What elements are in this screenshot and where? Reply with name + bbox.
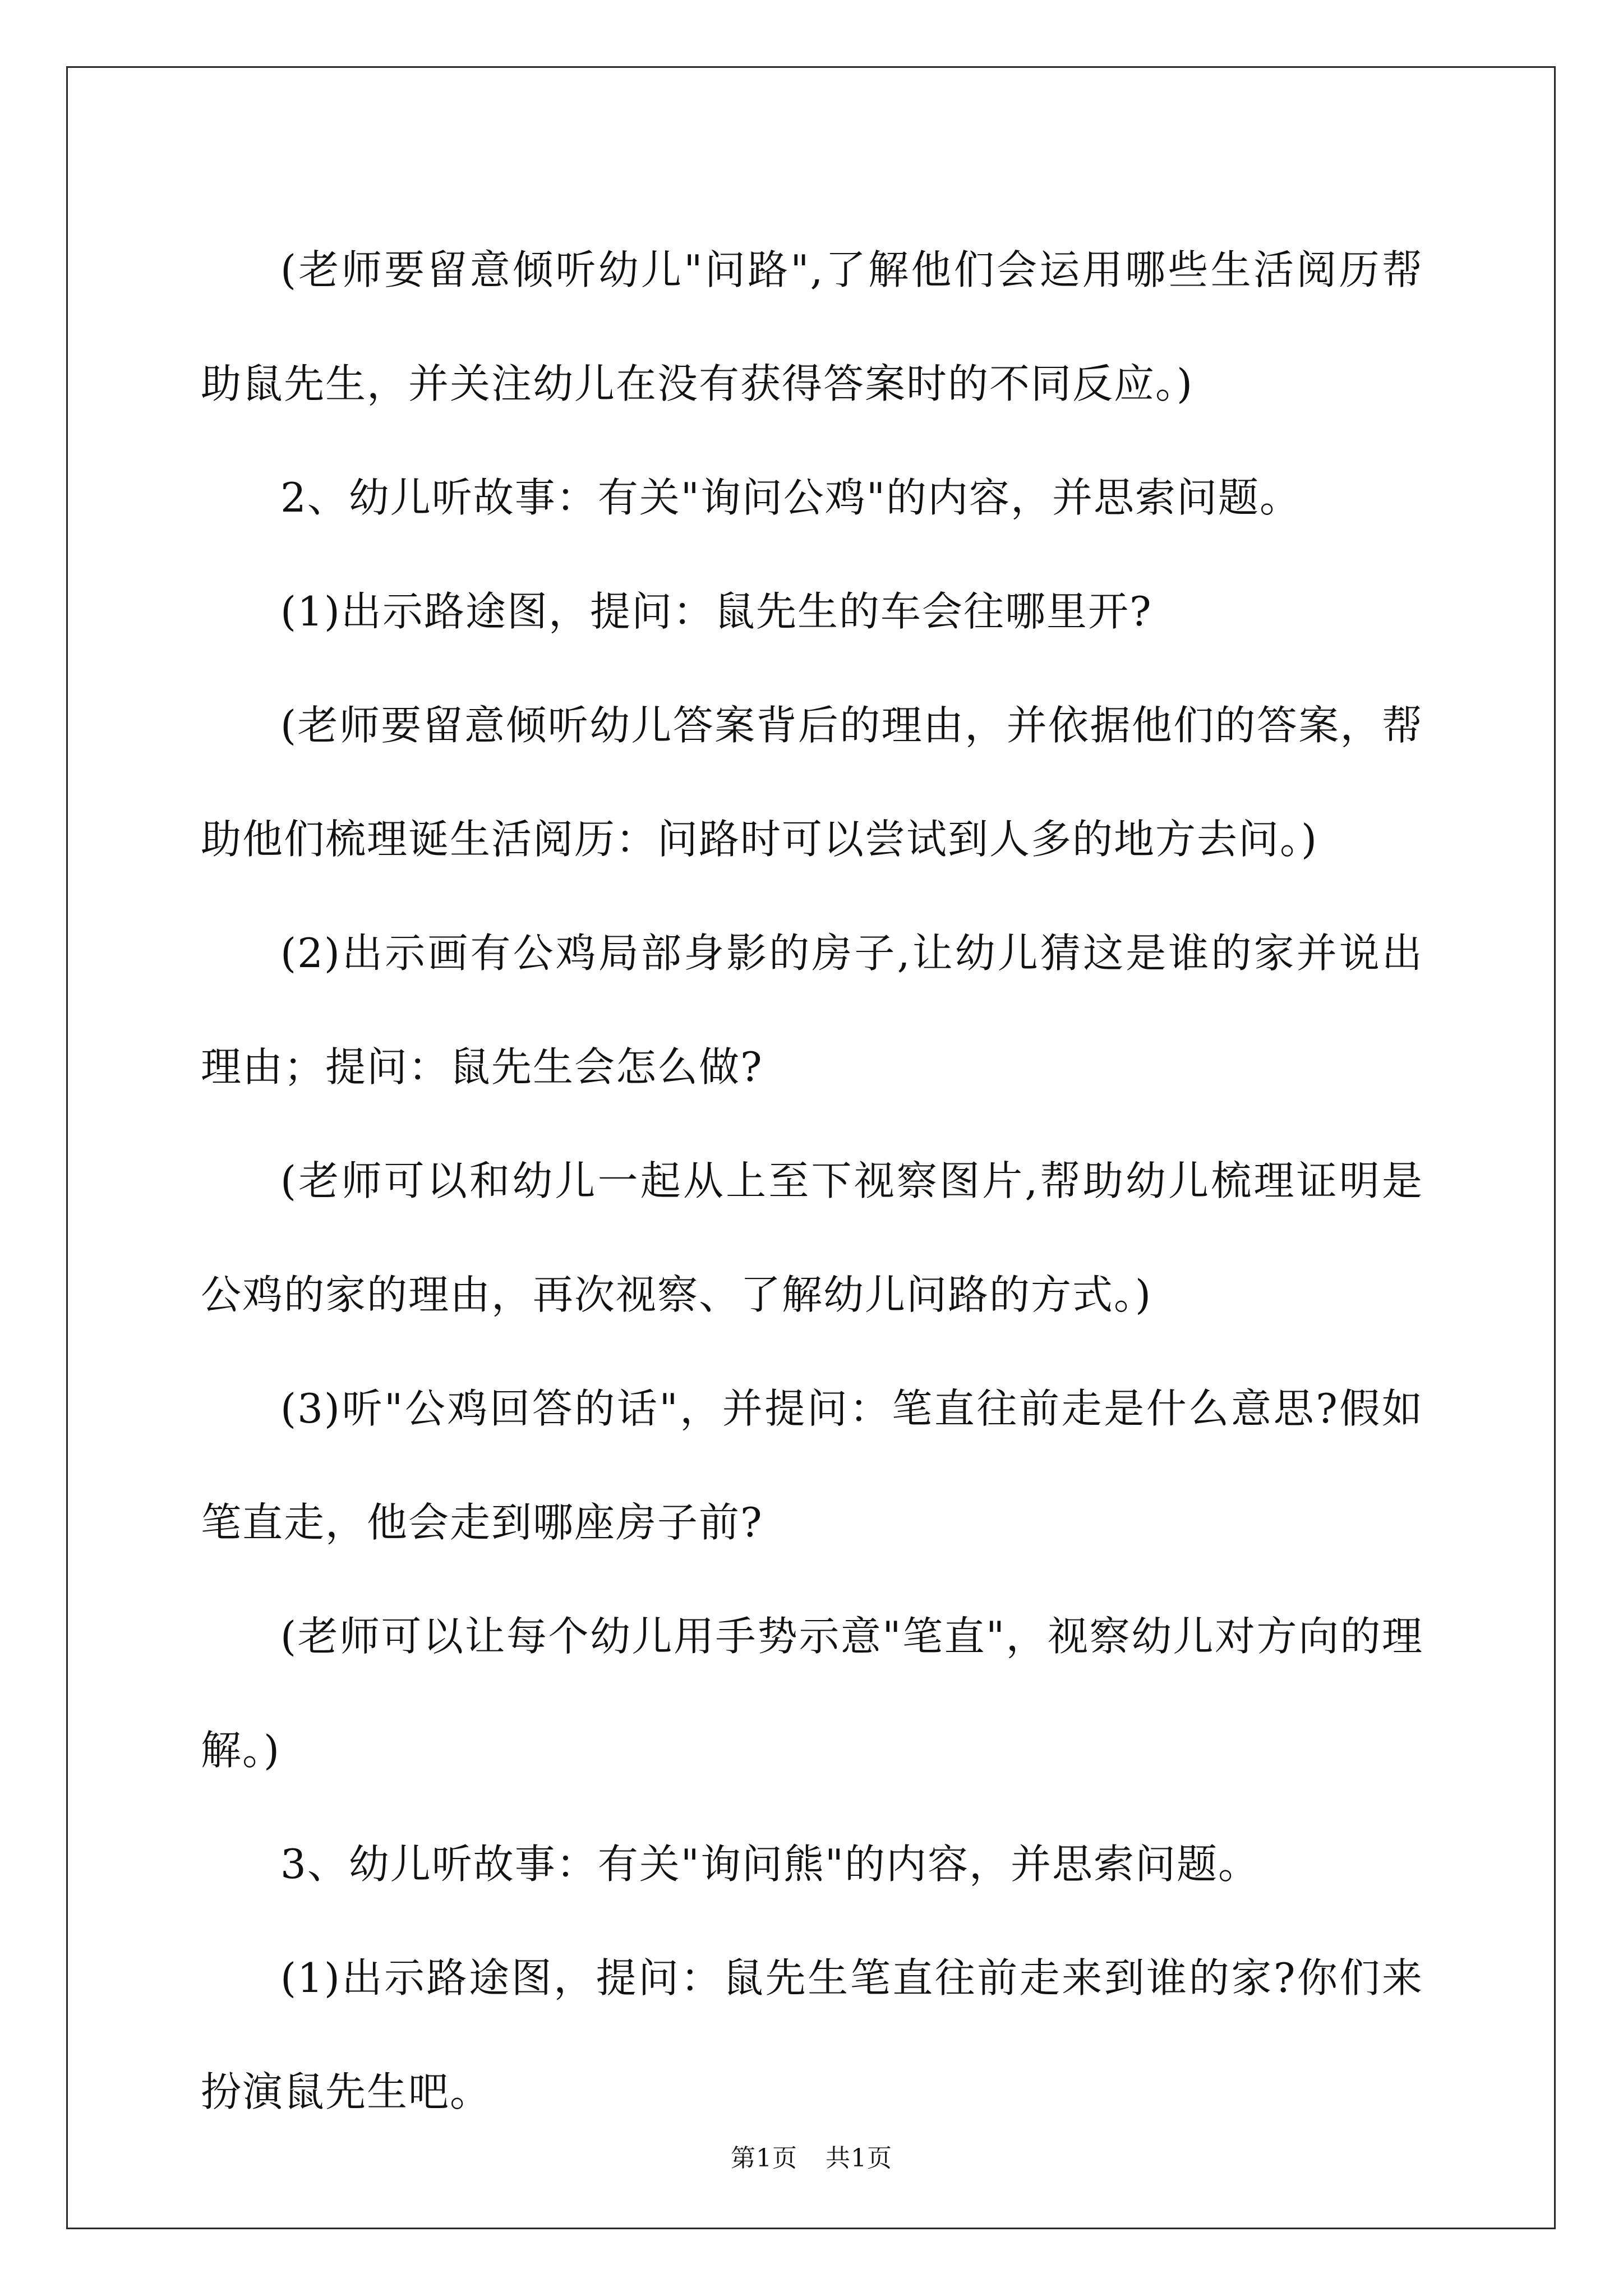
paragraph: 3、幼儿听故事：有关"询问熊"的内容，并思索问题。 — [280, 1841, 1260, 1888]
paragraph: (2)出示画有公鸡局部身影的房子,让幼儿猜这是谁的家并说出理由；提问：鼠先生会怎么做? — [201, 930, 1423, 1091]
page-total: 共1页 — [826, 2144, 892, 2173]
page-number: 第1页 — [731, 2144, 797, 2173]
paragraph: (1)出示路途图，提问：鼠先生笔直往前走来到谁的家?你们来扮演鼠先生吧。 — [201, 1954, 1423, 2115]
document-body — [201, 213, 1423, 2149]
page-footer — [0, 2142, 1623, 2175]
paragraph: (老师可以让每个幼儿用手势示意"笔直"，视察幼儿对方向的理解。) — [201, 1613, 1423, 1774]
paragraph: (老师要留意倾听幼儿"问路",了解他们会运用哪些生活阅历帮助鼠先生，并关注幼儿在没有获得答案时的不同反应。) — [201, 246, 1423, 407]
paragraph: (3)听"公鸡回答的话"，并提问：笔直往前走是什么意思?假如笔直走，他会走到哪座房子前? — [201, 1385, 1423, 1546]
paragraph: (1)出示路途图，提问：鼠先生的车会往哪里开? — [280, 588, 1152, 635]
paragraph: (老师可以和幼儿一起从上至下视察图片,帮助幼儿梳理证明是公鸡的家的理由，再次视察、了解幼儿问路的方式。) — [201, 1157, 1423, 1318]
paragraph: (老师要留意倾听幼儿答案背后的理由，并依据他们的答案，帮助他们梳理诞生活阅历：问路时可以尝试到人多的地方去问。) — [201, 702, 1423, 863]
paragraph: 2、幼儿听故事：有关"询问公鸡"的内容，并思索问题。 — [280, 474, 1302, 521]
